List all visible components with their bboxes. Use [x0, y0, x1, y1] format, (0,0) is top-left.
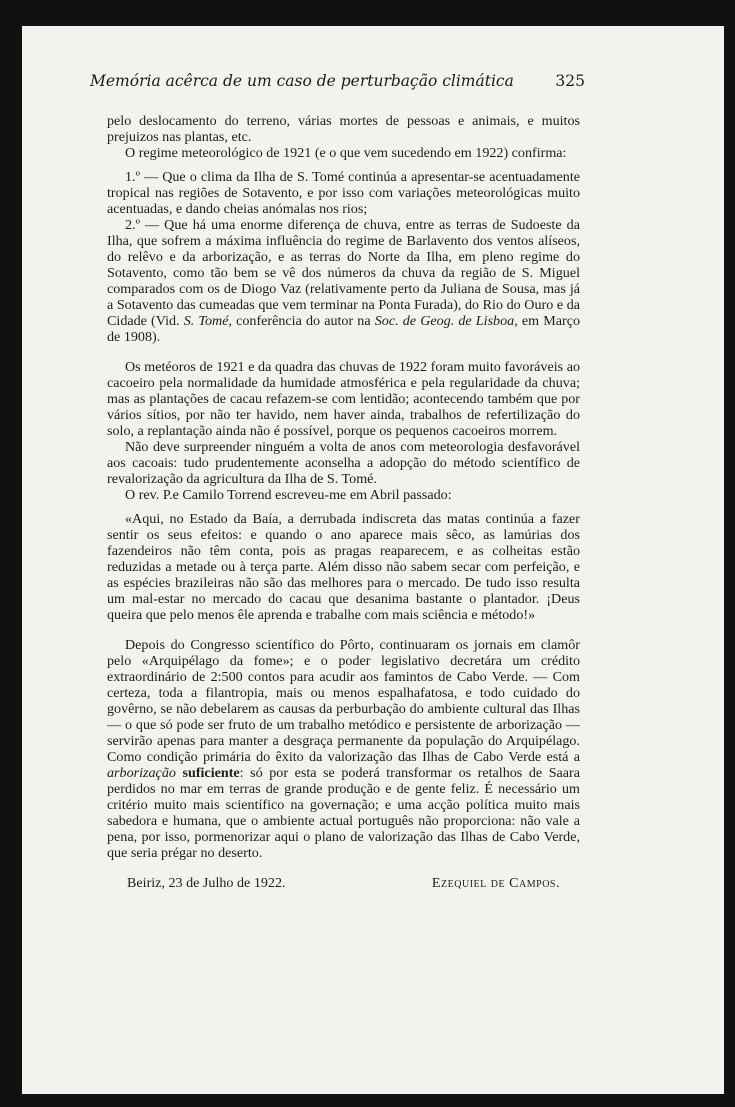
paragraph-torrend: O rev. P.e Camilo Torrend escreveu-me em Abril passado:	[125, 487, 452, 503]
item2-start: 2.º — Que há uma enorme diferença de chuva, entre as terras de Sudoeste da Ilha, que sofrem a máxima influência do regime de Barlavento dos ventos alíseos, do relêvo e da arborização, e as terras do Norte da Ilha, em pleno regime do Sotavento, como tão bem se vê dos números da chuva da região de S. Miguel comparados com os de Diogo Vaz (relativamente perto da Juliana de Sousa, mas já a Sotavento das cumeadas que vem terminar na Ponta Furada), do Rio do Ouro e da Cidade (Vid.	[107, 217, 580, 329]
item2-end: em Março de 1908).	[107, 313, 580, 345]
paragraph-surpreender: Não deve surpreender ninguém a volta de anos com meteorologia desfavorável aos cacoais: tudo prudentemente aconselha a adopção do método scientífico de revalorização da agricultura da Ilha de S. Tomé.	[107, 439, 580, 487]
author-name: Ezequiel de Campos.	[431, 875, 560, 891]
citation-title: S. Tomé,	[183, 313, 232, 329]
running-header	[90, 72, 585, 90]
list-item-2	[107, 217, 580, 345]
paragraph-congresso	[107, 637, 580, 861]
p6-end: : só por esta se poderá transformar os retalhos de Saara perdidos no mar em terras de grande produção e de gente feliz. É necessário um critério muito mais scientífico na governação; e uma acção política muito mais sabedora e humana, que o ambiente actual português não proporciona: não vale a pena, por isso, pormenorizar aqui o plano de valorização das Ilhas de Cabo Verde, que seria prégar no deserto.	[107, 765, 581, 861]
emphasis-suficiente: suficiente	[182, 765, 240, 781]
list-item-1: 1.º — Que o clima da Ilha de S. Tomé continúa a apresentar-se acentuadamente tropical nas regiões de Sotavento, e por isso com variações meteorológicas muito acentuadas, e dando cheias anómalas nos rios;	[107, 169, 580, 217]
page-number: 325	[555, 72, 585, 90]
paragraph-continuation: pelo deslocamento do terreno, várias mortes de pessoas e animais, e muitos prejuizos nas plantas, etc.	[107, 113, 580, 145]
place-date: Beiriz, 23 de Julho de 1922.	[127, 875, 286, 891]
quote-text: «Aqui, no Estado da Baía, a derrubada indiscreta das matas continúa a fazer sentir os seus efeitos: e quando o ano aparece mais sêco, as lamúrias dos fazendeiros não têm conta, pois as pragas reaparecem, e as colheitas estão reduzidas a metade ou à terça parte. Além disso não sabem secar com perfeição, e as espécies brazileiras não são das melhores para o mercado. De tudo isso resulta um mal-estar no mercado do cacau que desanima bastante o plantador. ¡Deus queira que pelo menos êle aprenda e trabalhe com mais sciência e método!»	[107, 511, 580, 623]
p6-start: Depois do Congresso scientífico do Pôrto, continuaram os jornais em clamôr pelo «Arquipélago da fome»; e o poder legislativo decretára um crédito extraordinário de 2:500 contos para acudir aos famintos de Cabo Verde. — Com certeza, toda a filantropia, mais ou menos espalhafatosa, e todo cuidado do govêrno, se não debelarem as causas da perburbação do ambiente cultural das Ilhas — o que só pode ser fruto de um trabalho metódico e persistente de arborização — servirão apenas para manter a desgraça permanente da população do Arquipélago. Como condição primária do êxito da valorização das Ilhas de Cabo Verde está a	[107, 637, 580, 765]
item2-mid: conferência do autor na	[236, 313, 371, 329]
paragraph-regime: O regime meteorológico de 1921 (e o que vem sucedendo em 1922) confirma:	[125, 145, 567, 161]
running-title: Memória acêrca de um caso de perturbação climática	[90, 72, 514, 90]
citation-society: Soc. de Geog. de Lisboa,	[374, 313, 518, 329]
emphasis-arborizacao: arborização	[107, 765, 176, 781]
paragraph-meteoros: Os metéoros de 1921 e da quadra das chuvas de 1922 foram muito favoráveis ao cacoeiro pela normalidade da humidade atmosférica e pela regularidade da chuva; mas as plantações de cacau refazem-se com lentidão; acontecendo também que por vários sítios, por não ter havido, nem haver ainda, trabalhos de refertilização do solo, a replantação ainda não é possível, porque os pequenos cacoeiros morrem.	[107, 359, 580, 439]
block-quote	[107, 511, 580, 623]
signature-line	[107, 875, 580, 893]
article-body	[107, 113, 580, 893]
